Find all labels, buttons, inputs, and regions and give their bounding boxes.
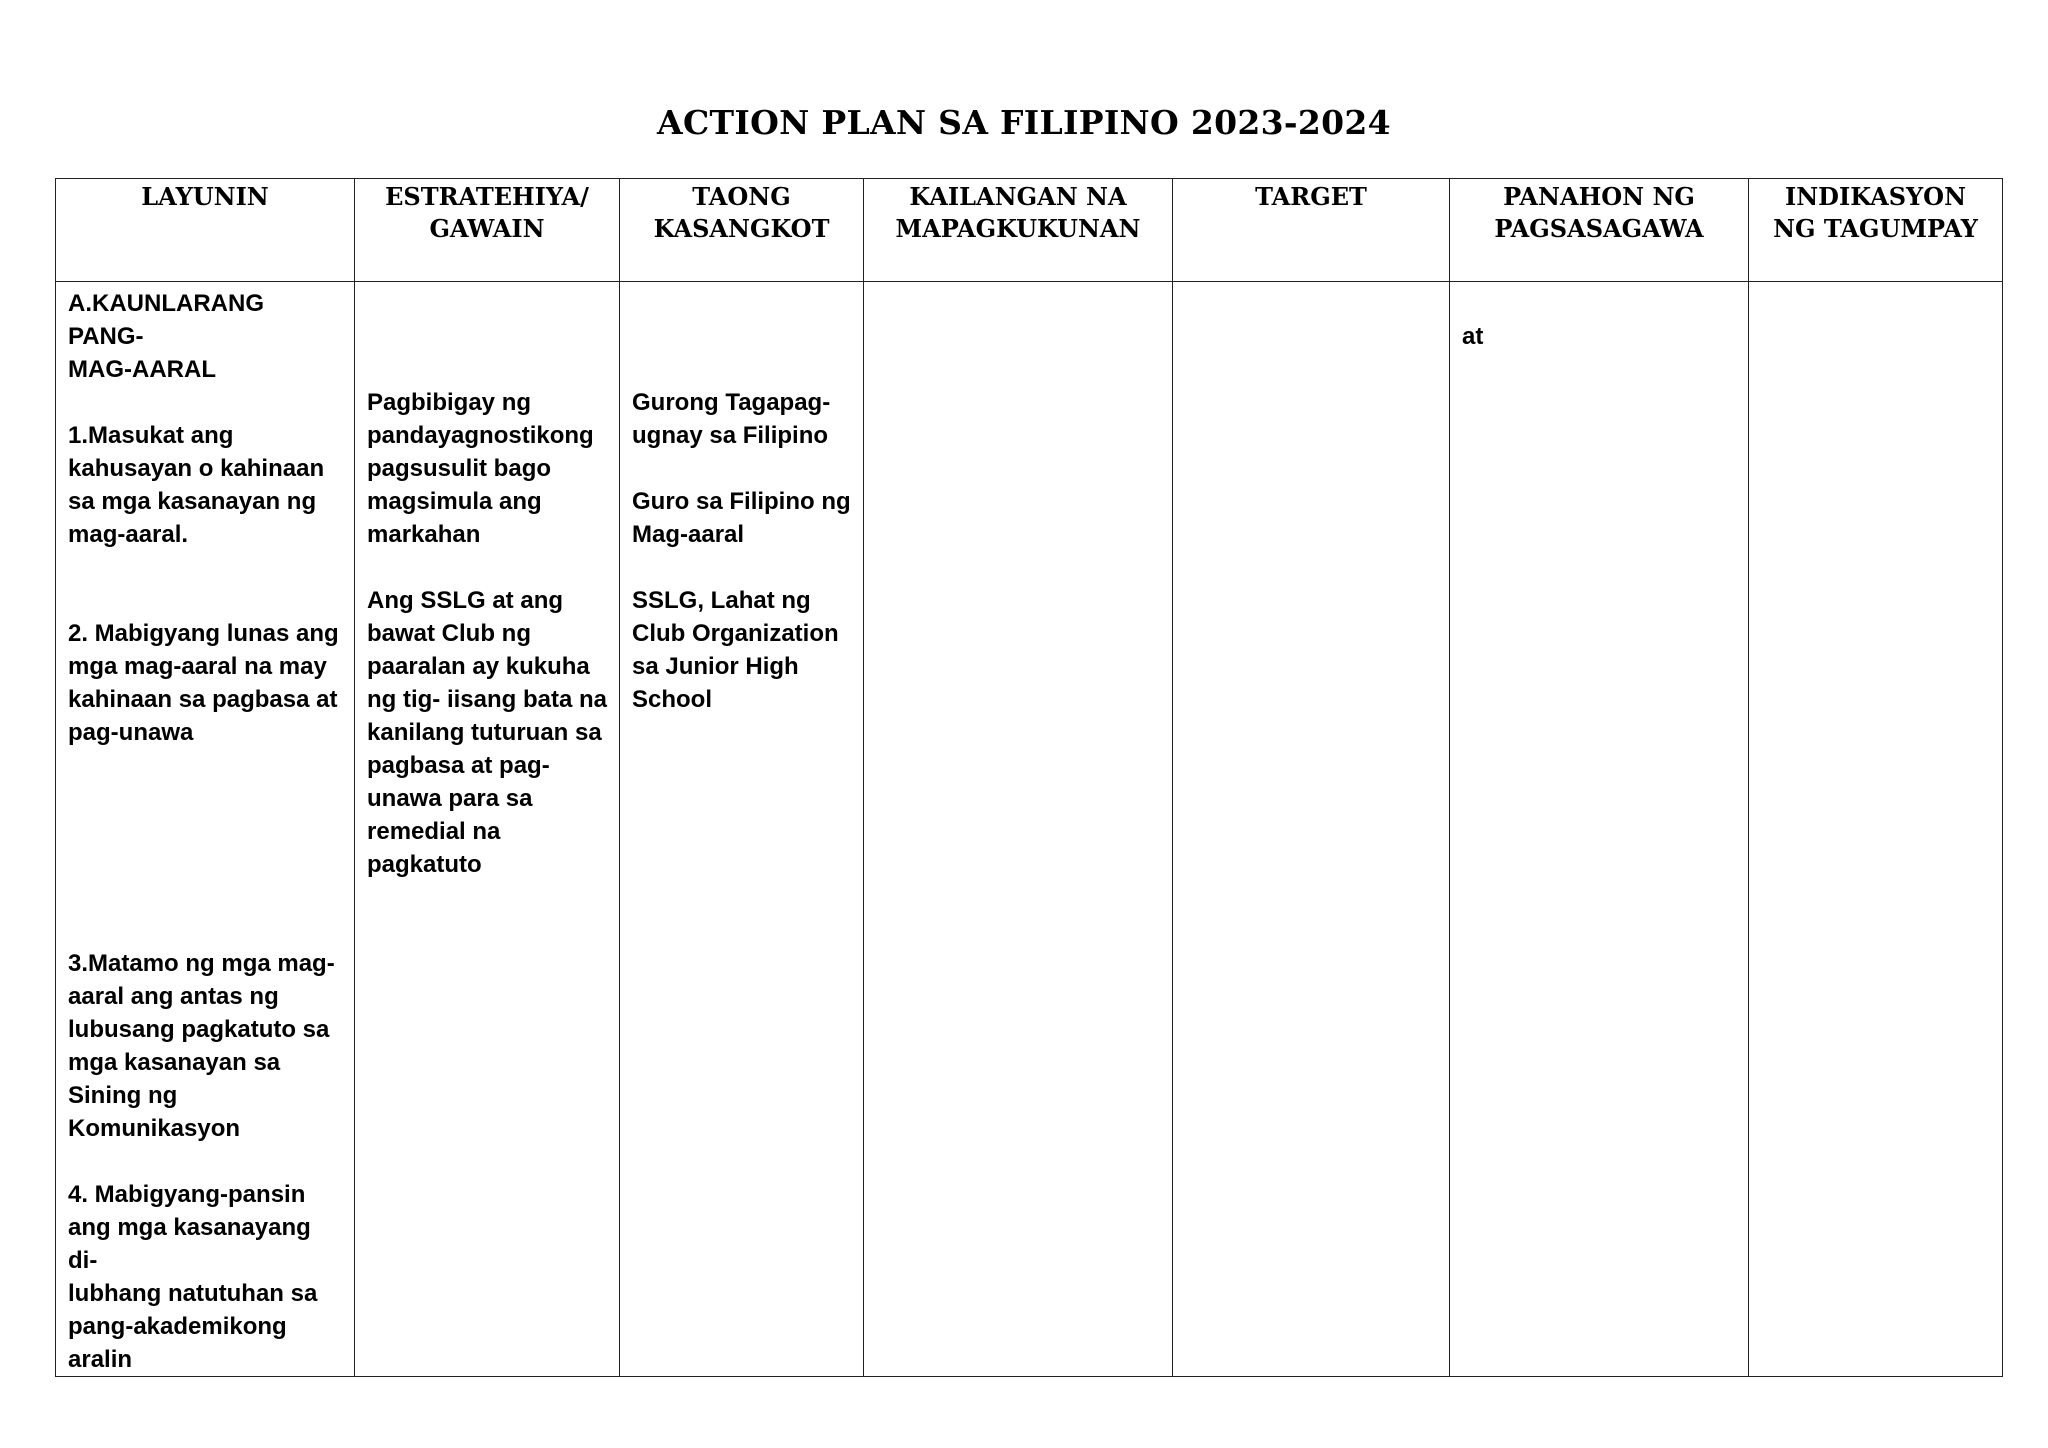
cell-layunin (56, 282, 355, 1377)
header-estratehiya: ESTRATEHIYA/ GAWAIN (355, 179, 620, 282)
panahon-item-1: at (1462, 323, 1484, 350)
table-row (56, 282, 2003, 1377)
kasangkot-item-1b: Guro sa Filipino ng Mag-aaral (632, 488, 851, 548)
cell-mapagkukunan (864, 282, 1173, 1377)
kasangkot-item-1: Gurong Tagapag- ugnay sa Filipino (632, 389, 831, 449)
layunin-section: A.KAUNLARANG PANG- MAG-AARAL (68, 290, 264, 383)
header-target: TARGET (1173, 179, 1450, 282)
page-title: ACTION PLAN SA FILIPINO 2023-2024 (657, 103, 1391, 142)
cell-indikasyon (1749, 282, 2003, 1377)
layunin-item-1: 1.Masukat ang kahusayan o kahinaan sa mga kasanayan ng mag-aaral. (68, 422, 325, 548)
cell-taong-kasangkot (620, 282, 864, 1377)
header-row (56, 179, 2003, 282)
header-layunin: LAYUNIN (56, 179, 355, 282)
layunin-item-3: 3.Matamo ng mga mag- aaral ang antas ng lubusang pagkatuto sa mga kasanayan sa Sining ng Komunikasyon (68, 950, 335, 1142)
layunin-item-4: 4. Mabigyang-pansin ang mga kasanayang di- lubhang natutuhan sa pang-akademikong aralin (68, 1181, 318, 1373)
header-mapagkukunan: KAILANGAN NA MAPAGKUKUNAN (864, 179, 1173, 282)
header-taong-kasangkot: TAONG KASANGKOT (620, 179, 864, 282)
cell-panahon (1450, 282, 1749, 1377)
header-panahon: PANAHON NG PAGSASAGAWA (1450, 179, 1749, 282)
layunin-item-2: 2. Mabigyang lunas ang mga mag-aaral na may kahinaan sa pagbasa at pag-unawa (68, 620, 339, 746)
cell-target (1173, 282, 1450, 1377)
header-indikasyon: INDIKASYON NG TAGUMPAY (1749, 179, 2003, 282)
action-plan-table (55, 178, 2003, 1377)
cell-estratehiya (355, 282, 620, 1377)
estratehiya-item-2: Ang SSLG at ang bawat Club ng paaralan ay kukuha ng tig- iisang bata na kanilang tuturuan sa pagbasa at pag- unawa para sa remedial na pagkatuto (367, 587, 608, 878)
estratehiya-item-1: Pagbibigay ng pandayagnostikong pagsusulit bago magsimula ang markahan (367, 389, 594, 548)
kasangkot-item-2: SSLG, Lahat ng Club Organization sa Junior High School (632, 587, 839, 713)
